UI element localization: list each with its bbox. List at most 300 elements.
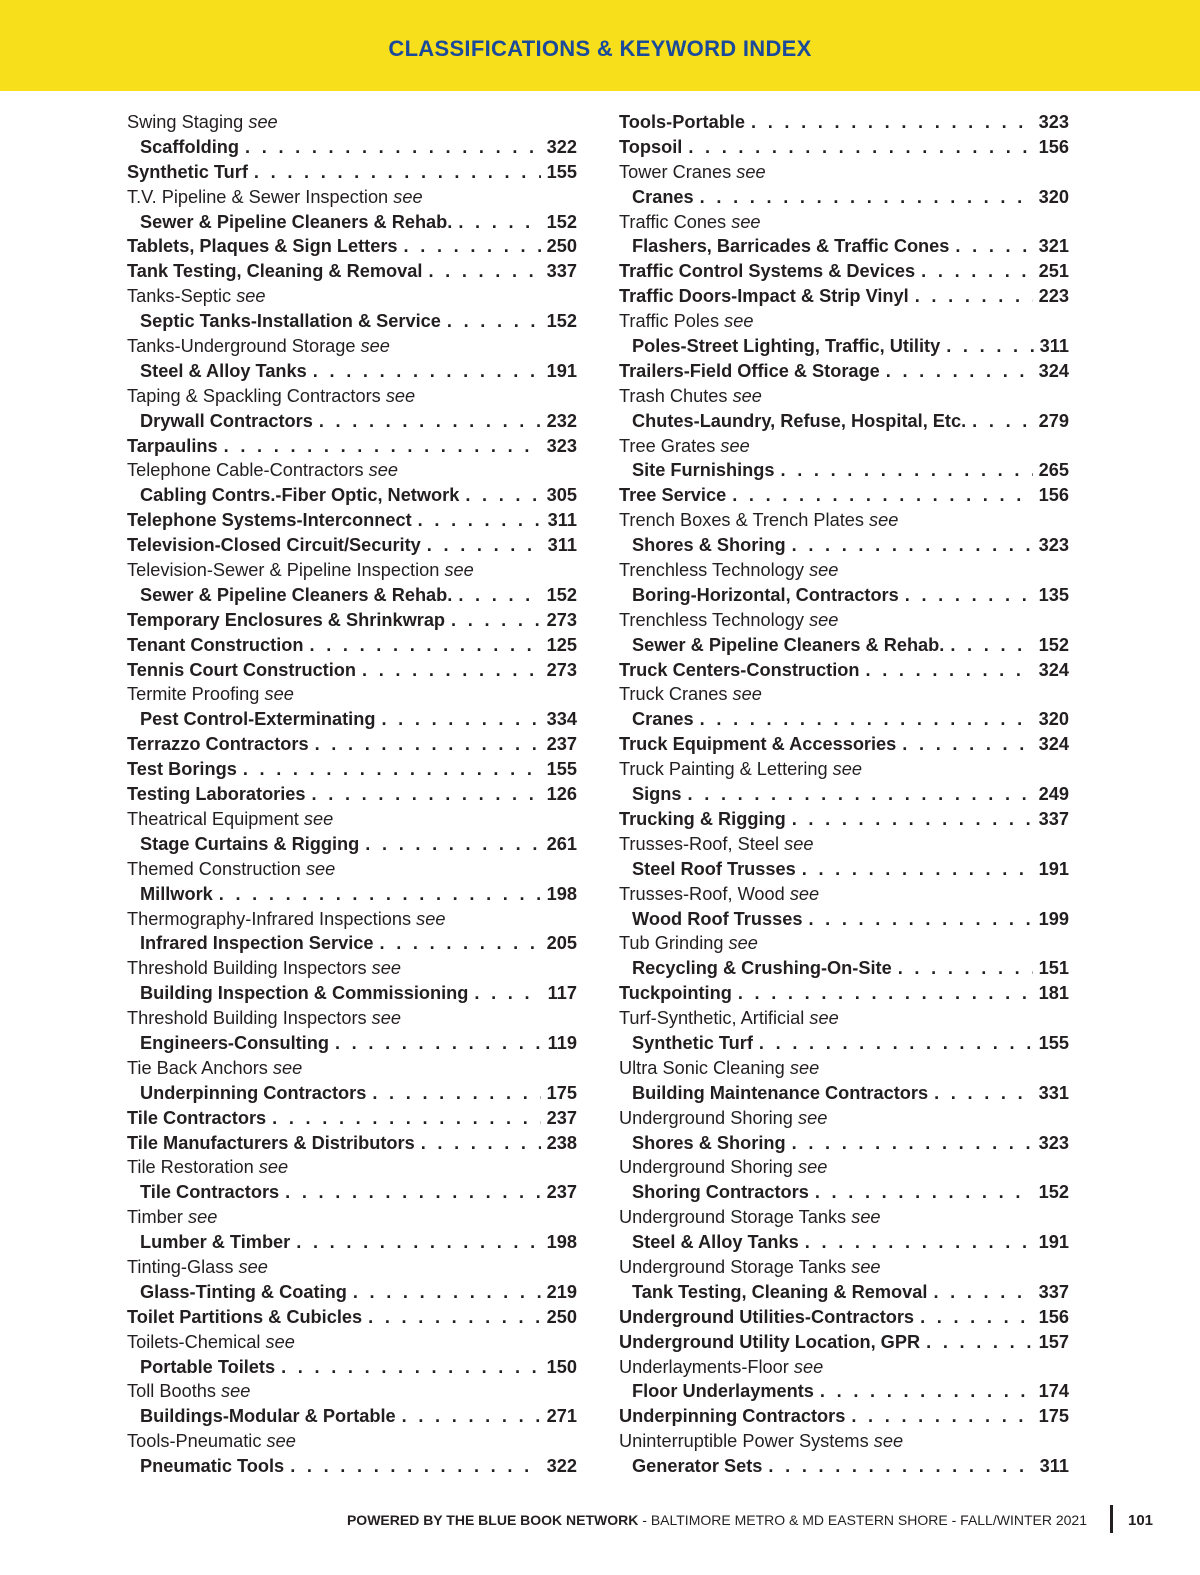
index-subentry xyxy=(127,931,577,956)
dot-leader xyxy=(920,1305,1033,1330)
see-reference xyxy=(619,384,1069,409)
see-word: see xyxy=(736,161,766,182)
entry-page-number: 175 xyxy=(1038,1406,1069,1427)
see-reference-text xyxy=(619,759,862,779)
entry-name: Tile Contractors xyxy=(140,1182,280,1203)
entry-row xyxy=(632,334,1069,359)
dot-leader xyxy=(792,533,1033,558)
entry-page-number: 322 xyxy=(546,136,577,157)
entry-name: Cranes xyxy=(632,709,694,730)
entry-row xyxy=(632,1031,1069,1056)
entry-name: Recycling & Crushing-On-Site xyxy=(632,958,892,979)
entry-page-number: 323 xyxy=(1038,1132,1069,1153)
see-reference xyxy=(619,508,1069,533)
entry-page-number: 156 xyxy=(1038,136,1069,157)
see-term: Underground Shoring xyxy=(619,1157,793,1178)
dot-leader xyxy=(866,658,1033,683)
see-reference-text xyxy=(127,684,294,704)
index-entry xyxy=(619,259,1069,284)
entry-page-number: 273 xyxy=(546,609,577,630)
entry-page-number: 155 xyxy=(1038,1032,1069,1053)
see-reference xyxy=(127,1155,577,1180)
footer-divider xyxy=(1110,1505,1113,1533)
see-reference-text xyxy=(619,884,819,904)
entry-page-number: 152 xyxy=(1038,634,1069,655)
see-word: see xyxy=(728,933,758,954)
entry-name: Tank Testing, Cleaning & Removal xyxy=(632,1281,928,1302)
entry-page-number: 152 xyxy=(546,211,577,232)
dot-leader xyxy=(224,434,541,459)
entry-name: Underpinning Contractors xyxy=(619,1406,846,1427)
index-subentry xyxy=(619,533,1069,558)
dot-leader xyxy=(380,931,541,956)
entry-row xyxy=(632,1180,1069,1205)
index-subentry xyxy=(127,832,577,857)
see-word: see xyxy=(851,1207,881,1228)
see-word: see xyxy=(444,560,474,581)
entry-page-number: 237 xyxy=(546,1107,577,1128)
entry-page-number: 237 xyxy=(546,1182,577,1203)
see-reference xyxy=(619,434,1069,459)
dot-leader xyxy=(738,981,1033,1006)
index-entry xyxy=(127,160,577,185)
dot-leader xyxy=(915,284,1033,309)
entry-name: Tree Service xyxy=(619,485,727,506)
dot-leader xyxy=(905,583,1033,608)
see-reference xyxy=(619,832,1069,857)
entry-row xyxy=(632,409,1069,434)
dot-leader xyxy=(451,608,541,633)
see-term: Traffic Cones xyxy=(619,211,727,232)
entry-name: Synthetic Turf xyxy=(127,161,248,182)
dot-leader xyxy=(851,1404,1032,1429)
entry-name: Stage Curtains & Rigging xyxy=(140,833,360,854)
see-reference xyxy=(619,1106,1069,1131)
dot-leader xyxy=(780,458,1032,483)
entry-page-number: 323 xyxy=(1038,535,1069,556)
see-reference xyxy=(127,956,577,981)
index-subentry xyxy=(619,633,1069,658)
entry-page-number: 320 xyxy=(1038,709,1069,730)
entry-row xyxy=(632,633,1069,658)
see-reference-text xyxy=(127,1332,295,1352)
see-term: Ultra Sonic Cleaning xyxy=(619,1057,785,1078)
entry-name: Lumber & Timber xyxy=(140,1232,291,1253)
see-word: see xyxy=(187,1207,218,1228)
entry-name: Truck Centers-Construction xyxy=(619,659,860,680)
entry-page-number: 199 xyxy=(1038,908,1069,929)
see-term: Themed Construction xyxy=(127,858,301,879)
entry-name: Underground Utility Location, GPR xyxy=(619,1331,921,1352)
index-entry xyxy=(619,359,1069,384)
entry-row xyxy=(632,1081,1069,1106)
entry-name: Cabling Contrs.-Fiber Optic, Network xyxy=(140,485,460,506)
see-word: see xyxy=(873,1431,904,1452)
entry-name: Pest Control-Exterminating xyxy=(140,709,376,730)
index-subentry xyxy=(127,1355,577,1380)
see-word: see xyxy=(258,1157,289,1178)
dot-leader xyxy=(290,1454,540,1479)
dot-leader xyxy=(898,956,1033,981)
see-reference xyxy=(619,160,1069,185)
index-subentry xyxy=(619,782,1069,807)
entry-page-number: 150 xyxy=(546,1356,577,1377)
see-term: Toll Booths xyxy=(127,1381,216,1402)
see-reference xyxy=(127,284,577,309)
see-term: Truck Cranes xyxy=(619,684,728,705)
entry-page-number: 271 xyxy=(546,1406,577,1427)
see-reference-text xyxy=(127,1058,302,1078)
entry-row xyxy=(127,608,577,633)
entry-name: Terrazzo Contractors xyxy=(127,734,309,755)
see-word: see xyxy=(264,684,294,705)
footer-edition: - BALTIMORE METRO & MD EASTERN SHORE - FALL/WINTER 2021 xyxy=(638,1512,1087,1528)
dot-leader xyxy=(368,1305,541,1330)
entry-row xyxy=(632,1379,1069,1404)
see-reference xyxy=(127,807,577,832)
entry-name: Floor Underlayments xyxy=(632,1381,814,1402)
entry-page-number: 331 xyxy=(1038,1082,1069,1103)
entry-page-number: 174 xyxy=(1038,1381,1069,1402)
entry-row xyxy=(127,533,577,558)
entry-row xyxy=(140,483,577,508)
entry-page-number: 223 xyxy=(1038,286,1069,307)
see-term: Underground Storage Tanks xyxy=(619,1256,847,1277)
dot-leader xyxy=(402,1404,541,1429)
see-term: Threshold Building Inspectors xyxy=(127,1008,367,1029)
index-entry xyxy=(619,110,1069,135)
see-term: Tree Grates xyxy=(619,435,716,456)
see-word: see xyxy=(371,1008,401,1029)
see-reference-text xyxy=(127,859,335,879)
see-reference-text xyxy=(127,286,266,306)
entry-name: Telephone Systems-Interconnect xyxy=(127,510,412,531)
entry-page-number: 324 xyxy=(1038,659,1069,680)
dot-leader xyxy=(802,857,1033,882)
entry-row xyxy=(127,234,577,259)
entry-row xyxy=(140,583,577,608)
entry-page-number: 125 xyxy=(546,634,577,655)
index-entry xyxy=(127,782,577,807)
entry-row xyxy=(140,1230,577,1255)
entry-name: Tuckpointing xyxy=(619,983,732,1004)
see-word: see xyxy=(832,759,862,780)
entry-page-number: 191 xyxy=(546,360,577,381)
dot-leader xyxy=(219,882,541,907)
see-reference xyxy=(619,931,1069,956)
see-reference xyxy=(619,558,1069,583)
see-reference xyxy=(127,1255,577,1280)
see-reference xyxy=(127,1379,577,1404)
dot-leader xyxy=(428,259,540,284)
entry-page-number: 157 xyxy=(1038,1331,1069,1352)
entry-page-number: 175 xyxy=(546,1082,577,1103)
dot-leader xyxy=(805,1230,1033,1255)
entry-row xyxy=(140,1081,577,1106)
index-subentry xyxy=(619,1131,1069,1156)
see-term: Television-Sewer & Pipeline Inspection xyxy=(127,560,440,581)
entry-name: Topsoil xyxy=(619,136,683,157)
see-term: Turf-Synthetic, Artificial xyxy=(619,1008,805,1029)
see-reference xyxy=(127,384,577,409)
see-word: see xyxy=(809,1008,839,1029)
see-reference-text xyxy=(619,1008,839,1028)
entry-page-number: 126 xyxy=(546,784,577,805)
dot-leader xyxy=(254,160,541,185)
index-subentry xyxy=(619,1454,1069,1479)
dot-leader xyxy=(972,409,1032,434)
entry-row xyxy=(127,732,577,757)
entry-name: Toilet Partitions & Cubicles xyxy=(127,1306,363,1327)
see-term: Trusses-Roof, Wood xyxy=(619,883,785,904)
see-word: see xyxy=(248,112,278,132)
see-reference-text xyxy=(619,834,813,854)
entry-row xyxy=(632,234,1069,259)
see-word: see xyxy=(732,684,762,705)
entry-row xyxy=(632,185,1069,210)
entry-page-number: 151 xyxy=(1038,958,1069,979)
dot-leader xyxy=(921,259,1032,284)
entry-row xyxy=(619,658,1069,683)
entry-name: Buildings-Modular & Portable xyxy=(140,1406,396,1427)
entry-row xyxy=(127,1131,577,1156)
index-entry xyxy=(127,234,577,259)
footer-brand: POWERED BY THE BLUE BOOK NETWORK xyxy=(346,1512,639,1528)
index-subentry xyxy=(127,882,577,907)
see-reference-text xyxy=(127,809,333,829)
index-subentry xyxy=(619,1081,1069,1106)
entry-row xyxy=(127,1305,577,1330)
see-reference xyxy=(127,458,577,483)
see-word: see xyxy=(731,211,761,232)
dot-leader xyxy=(768,1454,1033,1479)
see-reference xyxy=(619,682,1069,707)
see-reference-text xyxy=(127,909,445,929)
see-reference-text xyxy=(619,1157,827,1177)
see-word: see xyxy=(793,1356,824,1377)
entry-name: Building Inspection & Commissioning xyxy=(140,983,469,1004)
dot-leader xyxy=(902,732,1032,757)
entry-row xyxy=(619,135,1069,160)
dot-leader xyxy=(315,732,541,757)
entry-page-number: 249 xyxy=(1038,784,1069,805)
dot-leader xyxy=(447,309,541,334)
entry-name: Septic Tanks-Installation & Service xyxy=(140,311,441,332)
entry-name: Temporary Enclosures & Shrinkwrap xyxy=(127,609,446,630)
entry-name: Sewer & Pipeline Cleaners & Rehab. xyxy=(140,211,453,232)
index-entry xyxy=(127,732,577,757)
entry-row xyxy=(140,1180,577,1205)
dot-leader xyxy=(365,832,540,857)
see-reference xyxy=(619,1006,1069,1031)
see-reference xyxy=(127,185,577,210)
index-entry xyxy=(619,732,1069,757)
entry-name: Television-Closed Circuit/Security xyxy=(127,535,421,556)
entry-name: Trailers-Field Office & Storage xyxy=(619,360,880,381)
entry-row xyxy=(619,483,1069,508)
entry-page-number: 181 xyxy=(1038,983,1069,1004)
see-reference xyxy=(619,1355,1069,1380)
entry-page-number: 337 xyxy=(1038,808,1069,829)
index-entry xyxy=(127,633,577,658)
see-reference-text xyxy=(619,1058,819,1078)
entry-name: Sewer & Pipeline Cleaners & Rehab. xyxy=(140,584,453,605)
entry-name: Building Maintenance Contractors xyxy=(632,1082,929,1103)
see-word: see xyxy=(265,1331,295,1352)
entry-row xyxy=(140,359,577,384)
see-word: see xyxy=(266,1431,296,1452)
entry-page-number: 191 xyxy=(1038,1232,1069,1253)
entry-row xyxy=(140,135,577,160)
see-word: see xyxy=(797,1157,828,1178)
entry-page-number: 320 xyxy=(1038,186,1069,207)
see-word: see xyxy=(393,186,423,207)
index-subentry xyxy=(619,458,1069,483)
see-reference-text xyxy=(127,958,401,978)
index-entry xyxy=(127,608,577,633)
entry-name: Underground Utilities-Contractors xyxy=(619,1306,915,1327)
see-reference xyxy=(127,907,577,932)
entry-page-number: 152 xyxy=(1038,1182,1069,1203)
see-reference xyxy=(127,558,577,583)
see-term: Tower Cranes xyxy=(619,161,732,182)
dot-leader xyxy=(955,234,1032,259)
index-entry xyxy=(619,1330,1069,1355)
see-term: Tie Back Anchors xyxy=(127,1057,268,1078)
see-reference xyxy=(127,334,577,359)
see-reference-text xyxy=(127,1207,217,1227)
see-word: see xyxy=(303,808,334,829)
index-subentry xyxy=(127,1031,577,1056)
entry-row xyxy=(619,110,1069,135)
see-term: Uninterruptible Power Systems xyxy=(619,1431,869,1452)
see-word: see xyxy=(238,1256,268,1277)
entry-row xyxy=(632,907,1069,932)
entry-row xyxy=(632,1230,1069,1255)
dot-leader xyxy=(926,1330,1033,1355)
index-subentry xyxy=(619,956,1069,981)
index-subentry xyxy=(127,1180,577,1205)
see-reference xyxy=(127,1330,577,1355)
see-reference-text xyxy=(127,112,278,132)
entry-page-number: 323 xyxy=(1038,112,1069,132)
index-subentry xyxy=(127,1230,577,1255)
entry-row xyxy=(619,981,1069,1006)
entry-row xyxy=(140,210,577,235)
entry-name: Truck Equipment & Accessories xyxy=(619,734,897,755)
entry-row xyxy=(140,309,577,334)
entry-row xyxy=(632,1280,1069,1305)
see-reference-text xyxy=(619,684,762,704)
index-subentry xyxy=(619,857,1069,882)
see-term: Thermography-Infrared Inspections xyxy=(127,908,412,929)
entry-name: Traffic Doors-Impact & Strip Vinyl xyxy=(619,286,909,307)
see-reference-text xyxy=(127,386,415,406)
entry-page-number: 232 xyxy=(546,410,577,431)
dot-leader xyxy=(285,1180,541,1205)
see-reference xyxy=(619,1205,1069,1230)
entry-name: Traffic Control Systems & Devices xyxy=(619,261,916,282)
entry-name: Shoring Contractors xyxy=(632,1182,809,1203)
see-term: Swing Staging xyxy=(127,112,244,132)
index-entry xyxy=(619,981,1069,1006)
see-word: see xyxy=(236,286,266,307)
entry-name: Testing Laboratories xyxy=(127,784,306,805)
entry-name: Steel Roof Trusses xyxy=(632,858,796,879)
index-subentry xyxy=(619,1379,1069,1404)
see-term: Tanks-Underground Storage xyxy=(127,336,356,357)
entry-page-number: 191 xyxy=(1038,858,1069,879)
see-word: see xyxy=(809,560,839,581)
see-reference xyxy=(619,1255,1069,1280)
index-entry xyxy=(619,807,1069,832)
see-reference-text xyxy=(619,162,766,182)
dot-leader xyxy=(312,782,541,807)
dot-leader xyxy=(946,334,1033,359)
dot-leader xyxy=(700,185,1033,210)
entry-name: Tablets, Plaques & Sign Letters xyxy=(127,236,398,257)
entry-page-number: 198 xyxy=(546,1232,577,1253)
index-subentry xyxy=(127,359,577,384)
entry-name: Boring-Horizontal, Contractors xyxy=(632,584,899,605)
see-term: Tub Grinding xyxy=(619,933,724,954)
entry-page-number: 155 xyxy=(546,759,577,780)
index-subentry xyxy=(619,1180,1069,1205)
index-subentry xyxy=(127,483,577,508)
entry-page-number: 135 xyxy=(1038,584,1069,605)
entry-row xyxy=(632,782,1069,807)
see-term: Tinting-Glass xyxy=(127,1256,234,1277)
entry-row xyxy=(127,658,577,683)
dot-leader xyxy=(732,483,1032,508)
entry-page-number: 279 xyxy=(1038,410,1069,431)
index-entry xyxy=(619,1305,1069,1330)
index-subentry xyxy=(127,135,577,160)
see-term: Tools-Pneumatic xyxy=(127,1431,262,1452)
index-subentry xyxy=(127,707,577,732)
index-subentry xyxy=(127,583,577,608)
see-reference xyxy=(619,210,1069,235)
entry-row xyxy=(140,707,577,732)
page-title: CLASSIFICATIONS & KEYWORD INDEX xyxy=(388,36,812,61)
index-entry xyxy=(127,658,577,683)
entry-name: Infrared Inspection Service xyxy=(140,933,374,954)
dot-leader xyxy=(245,135,541,160)
see-word: see xyxy=(789,1057,820,1078)
entry-row xyxy=(632,533,1069,558)
see-reference xyxy=(619,1056,1069,1081)
see-reference xyxy=(127,682,577,707)
dot-leader xyxy=(458,583,540,608)
index-subentry xyxy=(619,409,1069,434)
entry-page-number: 323 xyxy=(546,435,577,456)
dot-leader xyxy=(820,1379,1033,1404)
see-word: see xyxy=(368,460,398,481)
entry-name: Millwork xyxy=(140,883,213,904)
entry-page-number: 311 xyxy=(1039,1456,1069,1477)
see-reference xyxy=(127,110,577,135)
entry-name: Test Borings xyxy=(127,759,237,780)
dot-leader xyxy=(243,757,541,782)
entry-row xyxy=(632,1131,1069,1156)
entry-name: Scaffolding xyxy=(140,136,240,157)
see-term: Truck Painting & Lettering xyxy=(619,759,828,780)
entry-name: Sewer & Pipeline Cleaners & Rehab. xyxy=(632,634,945,655)
see-term: Timber xyxy=(127,1207,183,1228)
entry-page-number: 238 xyxy=(546,1132,577,1153)
see-word: see xyxy=(724,311,754,332)
entry-row xyxy=(127,508,577,533)
